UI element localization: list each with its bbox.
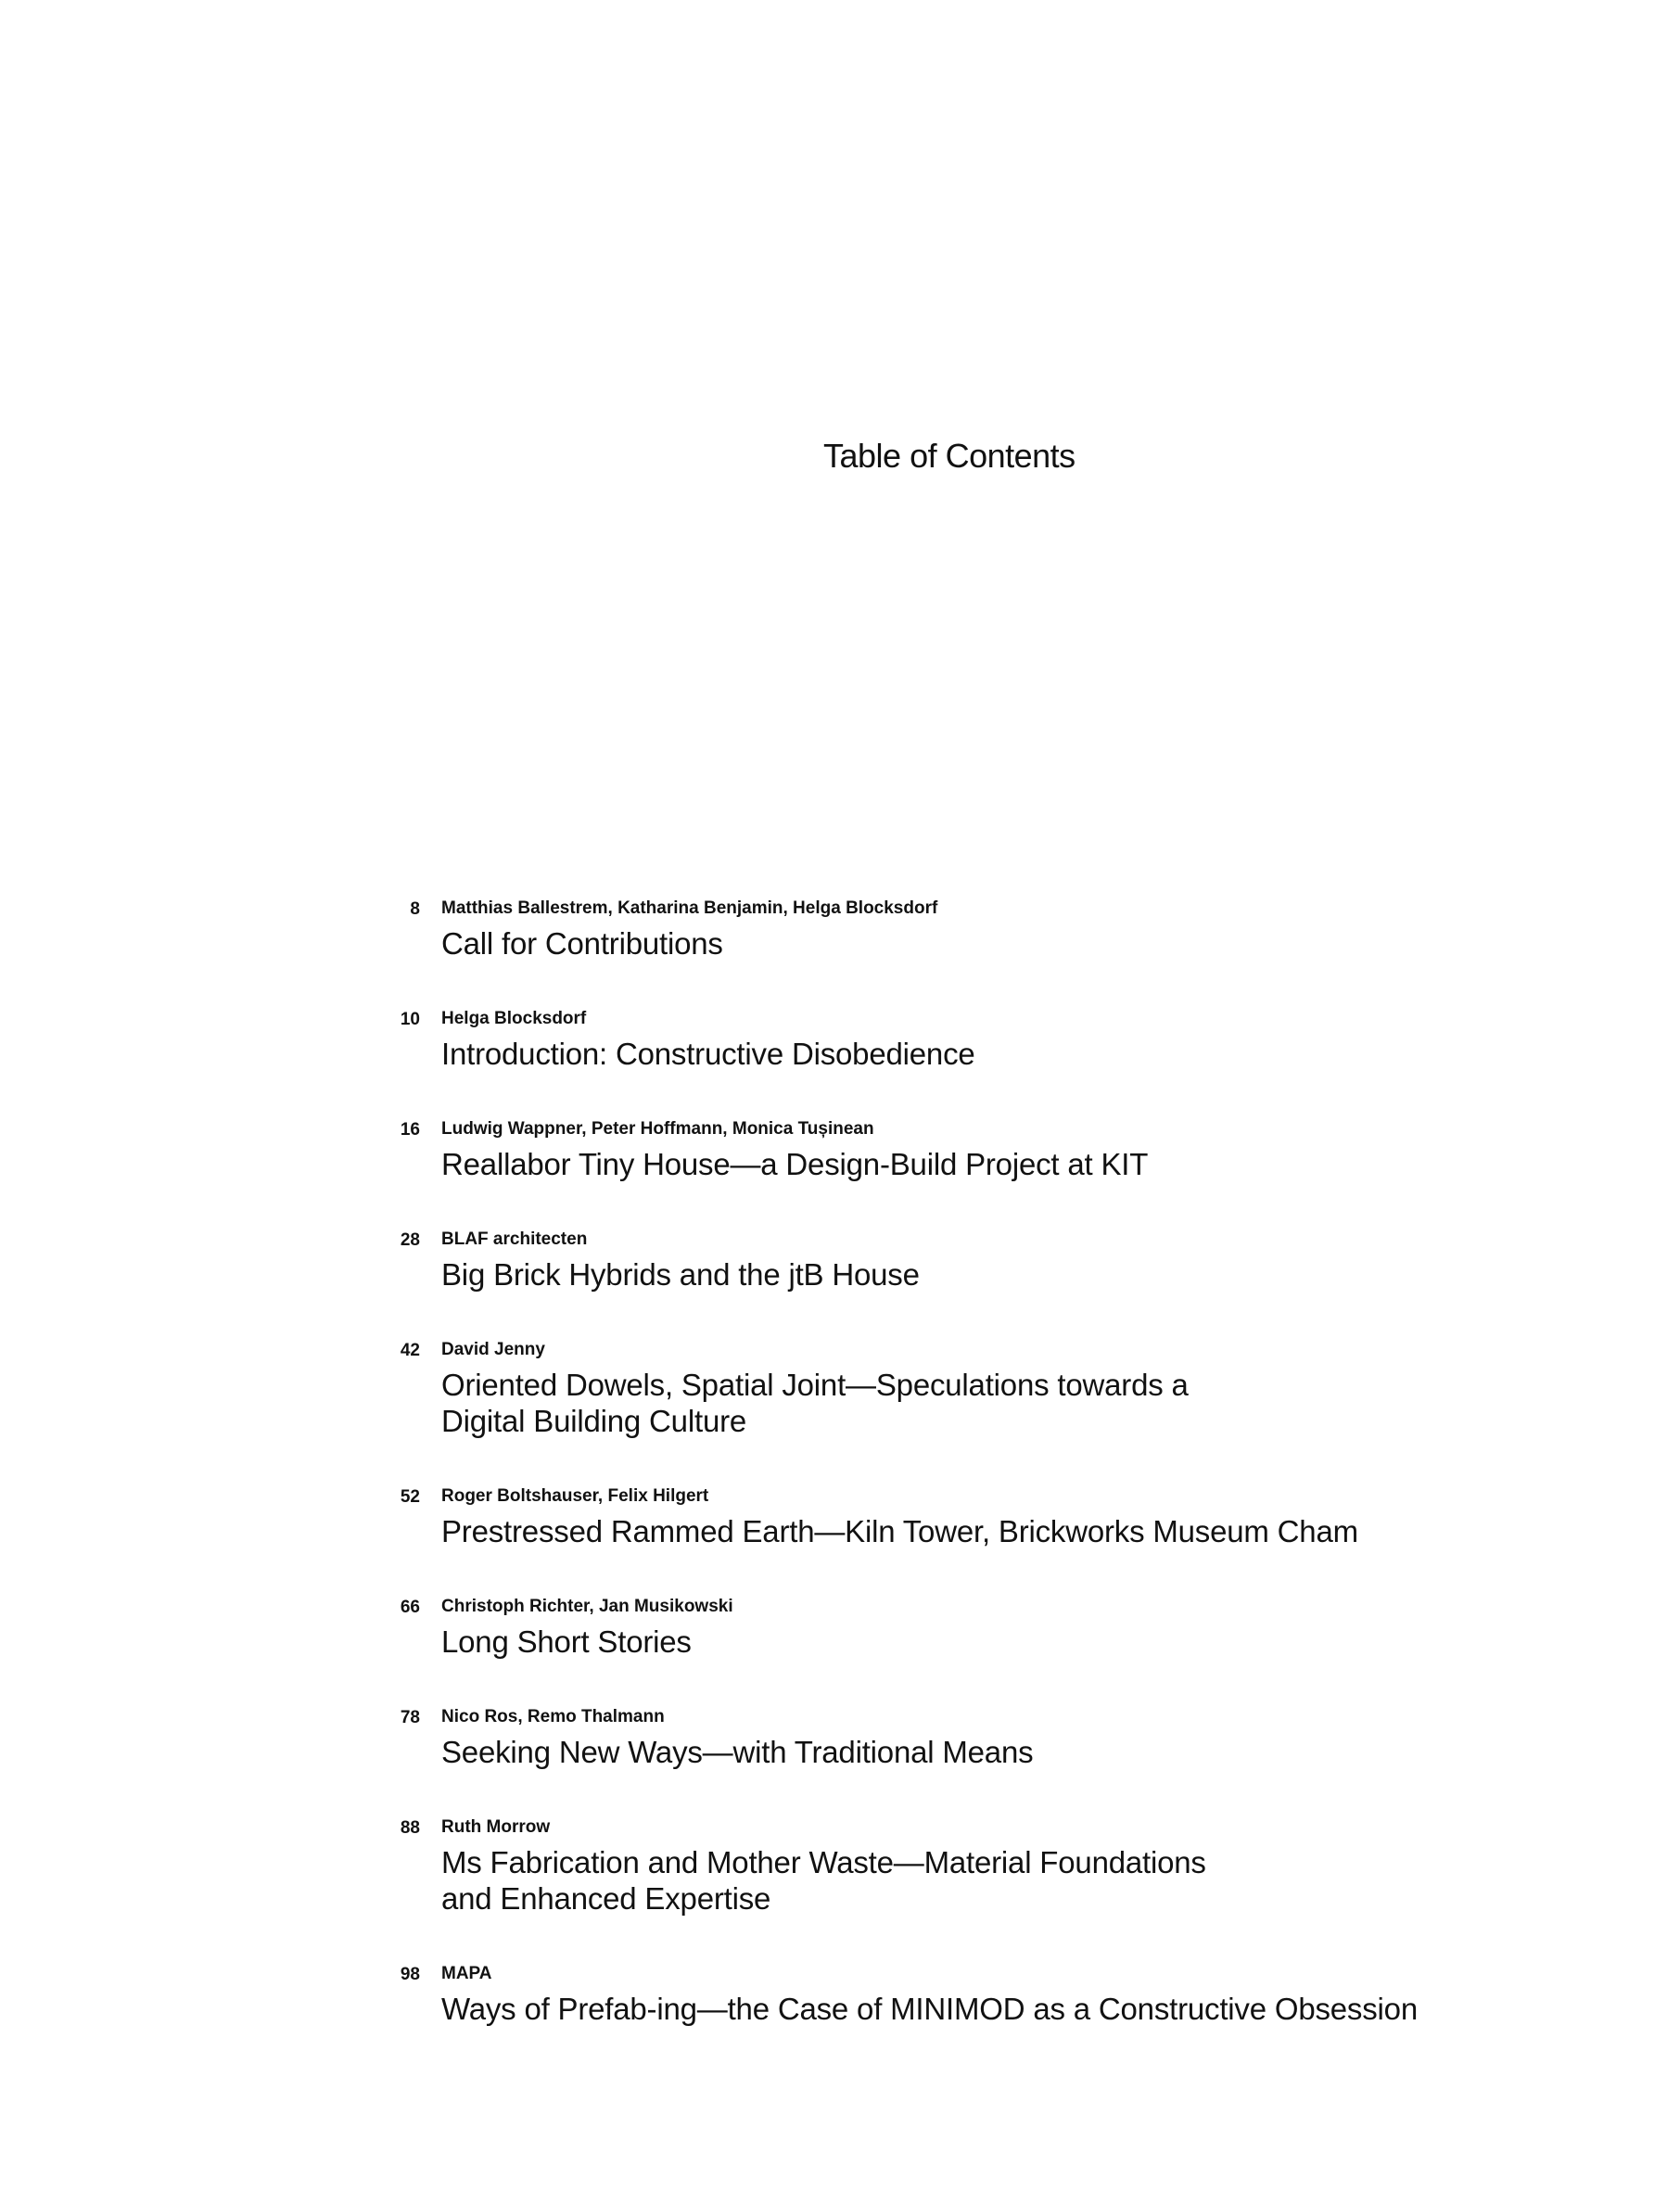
toc-title[interactable]: Long Short Stories <box>441 1624 692 1659</box>
toc-entry[interactable] <box>389 1008 1595 1072</box>
toc-authors: Helga Blocksdorf <box>441 1009 587 1028</box>
toc-title-continued[interactable]: Digital Building Culture <box>441 1404 747 1438</box>
toc-page-number: 10 <box>400 1010 420 1029</box>
toc-entry[interactable] <box>389 1118 1595 1182</box>
toc-page-number: 66 <box>400 1598 420 1617</box>
toc-entry[interactable] <box>389 1339 1595 1439</box>
toc-title[interactable]: Oriented Dowels, Spatial Joint—Speculations towards a <box>441 1368 1189 1402</box>
page-title: Table of Contents <box>823 437 1075 475</box>
toc-authors: Ruth Morrow <box>441 1817 551 1837</box>
toc-authors: Christoph Richter, Jan Musikowski <box>441 1597 733 1616</box>
toc-page-number: 52 <box>400 1487 420 1507</box>
toc-title[interactable]: Call for Contributions <box>441 926 723 961</box>
toc-page-number: 8 <box>410 899 420 919</box>
table-of-contents <box>389 898 1595 2073</box>
toc-page-number: 28 <box>400 1230 420 1250</box>
toc-entry[interactable] <box>389 1706 1595 1770</box>
toc-page-number: 42 <box>400 1341 420 1360</box>
toc-entry[interactable] <box>389 1816 1595 1917</box>
toc-entry[interactable] <box>389 1963 1595 2027</box>
toc-title[interactable]: Big Brick Hybrids and the jtB House <box>441 1257 920 1292</box>
toc-title-continued[interactable]: and Enhanced Expertise <box>441 1881 771 1916</box>
toc-page-number: 16 <box>400 1120 420 1140</box>
toc-entry[interactable] <box>389 1596 1595 1660</box>
toc-entry[interactable] <box>389 1229 1595 1293</box>
toc-title[interactable]: Ms Fabrication and Mother Waste—Material Foundations <box>441 1845 1206 1879</box>
toc-title[interactable]: Prestressed Rammed Earth—Kiln Tower, Brickworks Museum Cham <box>441 1514 1358 1548</box>
toc-authors: MAPA <box>441 1964 492 1983</box>
toc-authors: Nico Ros, Remo Thalmann <box>441 1707 665 1726</box>
toc-authors: Matthias Ballestrem, Katharina Benjamin, Helga Blocksdorf <box>441 898 938 918</box>
toc-title[interactable]: Seeking New Ways—with Traditional Means <box>441 1735 1034 1769</box>
toc-page-number: 98 <box>400 1965 420 1984</box>
toc-title[interactable]: Reallabor Tiny House—a Design-Build Project at KIT <box>441 1147 1149 1181</box>
toc-authors: Ludwig Wappner, Peter Hoffmann, Monica Tușinean <box>441 1119 874 1139</box>
toc-page-number: 88 <box>400 1818 420 1838</box>
toc-page-number: 78 <box>400 1708 420 1727</box>
toc-title[interactable]: Introduction: Constructive Disobedience <box>441 1037 975 1071</box>
toc-title[interactable]: Ways of Prefab-ing—the Case of MINIMOD as a Constructive Obsession <box>441 1992 1418 2026</box>
toc-entry[interactable] <box>389 898 1595 962</box>
toc-authors: BLAF architecten <box>441 1229 588 1249</box>
toc-authors: Roger Boltshauser, Felix Hilgert <box>441 1486 709 1506</box>
toc-entry[interactable] <box>389 1485 1595 1549</box>
toc-authors: David Jenny <box>441 1340 545 1359</box>
